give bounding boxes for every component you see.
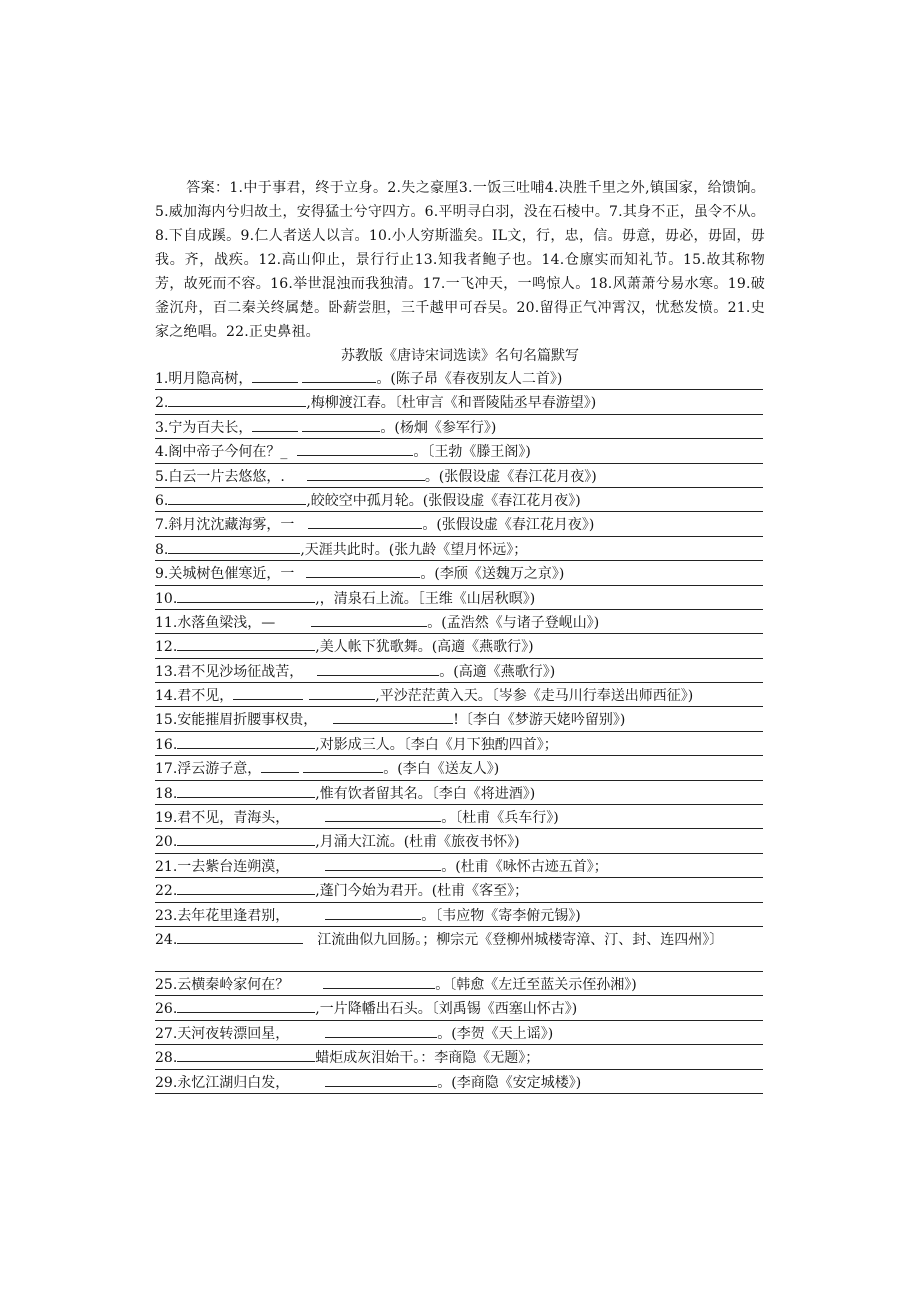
dictation-row	[155, 610, 763, 634]
source-text: 。(高適《燕歌行》)	[439, 663, 556, 680]
prompt-text: 7.斜月沈沈藏海雾，一	[155, 517, 295, 534]
source-text: ,蓬门今始为君开。(杜甫《客至》；	[315, 883, 529, 900]
answer-blank[interactable]	[303, 756, 383, 773]
source-text: 。〔杜甫《兵车行》)	[441, 810, 559, 827]
section-title: 苏教版《唐诗宋词选读》名句名篇默写	[341, 348, 579, 364]
prompt-text: 24.	[155, 931, 178, 948]
answer-blank[interactable]	[302, 366, 376, 383]
dictation-row	[155, 805, 763, 829]
prompt-text: 15.安能摧眉折腰事权贵，	[155, 712, 318, 729]
answer-blank[interactable]	[309, 683, 375, 700]
answer-blank[interactable]	[325, 903, 421, 920]
source-text: 。(陈子昂《春夜别友人二首》)	[376, 371, 563, 387]
prompt-text: 14.君不见，	[155, 688, 234, 705]
dictation-row	[155, 829, 763, 853]
dictation-row	[155, 1045, 763, 1069]
source-text: 。(李颀《送魏万之京》)	[420, 566, 565, 583]
prompt-text: 28.	[155, 1050, 178, 1067]
source-text: 。(张假设虚《春江花月夜》)	[424, 468, 597, 485]
prompt-text: 23.去年花里逢君别，	[155, 907, 290, 924]
source-text: 江流曲似九回肠。；柳宗元《登柳州城楼寄漳、汀、封、连四州》〕	[317, 931, 724, 948]
prompt-text: 18.	[155, 785, 178, 802]
prompt-text: 4.阁中帝子今何在？_	[155, 444, 288, 461]
prompt-text: 3.宁为百夫长，	[155, 419, 253, 436]
answer-blank[interactable]	[177, 1045, 315, 1062]
answer-blank[interactable]	[177, 927, 303, 944]
prompt-text: 26.	[155, 1001, 178, 1018]
prompt-text: 19.君不见，青海头，	[155, 810, 290, 827]
answer-blank[interactable]	[317, 659, 439, 676]
prompt-text: 1.明月隐高树，	[155, 371, 253, 387]
dictation-row	[155, 659, 763, 683]
source-text: 蜡炬成灰泪始干。：李商隐《无题》；	[315, 1050, 540, 1067]
source-text: ,皎皎空中孤月轮。(张假设虚《春江花月夜》)	[306, 492, 581, 509]
dictation-row	[155, 732, 763, 756]
prompt-text: 25.云横秦岭家何在？	[155, 976, 290, 993]
source-text: ,对影成三人。〔李白《月下独酌四首》；	[315, 736, 558, 753]
prompt-text: 6.	[155, 492, 169, 509]
source-text: 。(李白《送友人》)	[383, 761, 500, 778]
answer-blank[interactable]	[261, 756, 299, 773]
source-text: ,，清泉石上流。［王维《山居秋暝》)	[315, 590, 536, 607]
prompt-text: 16.	[155, 736, 178, 753]
source-text: ,天涯共此时。(张九龄《望月怀远》；	[300, 541, 528, 558]
source-text: ,一片降幡出石头。〔刘禹锡《西塞山怀古》)	[315, 1001, 578, 1018]
source-text: 。(张假设虚《春江花月夜》)	[422, 517, 595, 534]
dictation-row	[155, 439, 763, 463]
answer-blank[interactable]	[297, 439, 413, 456]
answer-blank[interactable]	[233, 683, 303, 700]
source-text: ,惟有饮者留其名。〔李白《将进酒》)	[315, 785, 536, 802]
answer-blank[interactable]	[307, 464, 425, 481]
dictation-row	[155, 972, 763, 996]
answer-blank[interactable]	[252, 415, 298, 432]
dictation-row	[155, 854, 763, 878]
answer-blank[interactable]	[177, 878, 315, 895]
source-text: 。(杨炯《参军行》)	[380, 419, 497, 436]
answer-paragraph	[155, 176, 765, 344]
dictation-row	[155, 488, 763, 512]
prompt-text: 2.	[155, 395, 169, 412]
dictation-row	[155, 927, 763, 972]
source-text: 。(杜甫《咏怀古迹五首》；	[441, 858, 608, 875]
prompt-text: 8.	[155, 541, 169, 558]
answer-blank[interactable]	[308, 512, 422, 529]
source-text: ,美人帐下犹歌舞。(高適《燕歌行》)	[315, 639, 534, 656]
prompt-text: 9.关城树色催寒近，一	[155, 566, 295, 583]
answer-blank[interactable]	[252, 366, 298, 383]
answer-blank[interactable]	[311, 610, 427, 627]
prompt-text: 10.	[155, 590, 178, 607]
answer-label: 答案：	[186, 180, 230, 196]
answer-blank[interactable]	[333, 707, 453, 724]
answer-text: 1.中于事君，终于立身。2.失之豪厘3.一饭三吐哺4.决胜千里之外,镇国家，给馈饷。5.威加海内兮归故土，安得猛士兮守四方。6.平明寻白羽，没在石棱中。7.其身不正，虽令不从。8.下自成蹊。9.仁人者送人以言。10.小人穷斯滥矣。IL文，行，忠，信。毋意，毋必，毋固，毋我。齐，战疾。12.高山仰止，景行行止13.知我者鲍子也。14.仓廪实而知礼节。15.故其称物芳，故死而不容。16.举世混浊而我独清。17.一飞冲天，一鸣惊人。18.风萧萧兮易水寒。19.破釜沉舟，百二秦关终属楚。卧薪尝胆，三千越甲可吞吴。20.留得正气冲霄汉，忧愁发愤。21.史家之绝唱。22.正史鼻祖。	[155, 180, 766, 340]
answer-blank[interactable]	[168, 390, 306, 407]
dictation-row	[155, 634, 763, 658]
prompt-text: 21.一去紫台连朔漠，	[155, 858, 290, 875]
answer-blank[interactable]	[325, 1021, 437, 1038]
dictation-list	[155, 366, 763, 1094]
dictation-row	[155, 878, 763, 902]
source-text: !〔李白《梦游天姥吟留别》)	[453, 712, 626, 729]
dictation-row	[155, 903, 763, 927]
prompt-text: 29.永忆江湖归白发，	[155, 1074, 290, 1091]
answer-blank[interactable]	[323, 972, 435, 989]
answer-blank[interactable]	[325, 1070, 437, 1087]
dictation-row	[155, 1021, 763, 1045]
dictation-row	[155, 561, 763, 585]
dictation-row	[155, 1070, 763, 1094]
answer-blank[interactable]	[177, 586, 315, 603]
source-text: ,平沙茫茫黄入天。〔岑参《走马川行奉送出师西征》)	[375, 688, 694, 705]
prompt-text: 5.白云一片去悠悠，.	[155, 468, 285, 485]
answer-blank[interactable]	[177, 996, 315, 1013]
source-text: ,梅柳渡江春。〔杜审言《和晋陵陆丞早春游望》)	[306, 395, 597, 412]
dictation-row	[155, 996, 763, 1020]
prompt-text: 11.水落鱼梁浅，—	[155, 614, 276, 631]
dictation-row	[155, 707, 763, 731]
source-text: 。(李商隐《安定城楼》)	[437, 1074, 582, 1091]
dictation-row	[155, 512, 763, 536]
answer-blank[interactable]	[177, 732, 315, 749]
dictation-row	[155, 366, 763, 390]
dictation-row	[155, 415, 763, 439]
prompt-text: 12.	[155, 639, 178, 656]
source-text: 。〔韦应物《寄李俯元锡》)	[421, 907, 581, 924]
source-text: ,月涌大江流。(杜甫《旅夜书怀》)	[315, 834, 520, 851]
source-text: 。(孟浩然《与诸子登岘山》)	[427, 614, 600, 631]
dictation-row	[155, 586, 763, 610]
dictation-row	[155, 683, 763, 707]
answer-blank[interactable]	[177, 781, 315, 798]
source-text: 。〔韩愈《左迁至蓝关示侄孙湘》)	[435, 976, 637, 993]
prompt-text: 13.君不见沙场征战苦，	[155, 663, 304, 680]
answer-blank[interactable]	[168, 537, 300, 554]
dictation-row	[155, 756, 763, 780]
answer-blank[interactable]	[325, 854, 441, 871]
answer-blank[interactable]	[306, 561, 420, 578]
source-text: 。〔王勃《滕王阁》)	[413, 444, 531, 461]
source-text: 。(李贺《天上谣》)	[437, 1025, 554, 1042]
prompt-text: 20.	[155, 834, 178, 851]
answer-blank[interactable]	[168, 488, 306, 505]
prompt-text: 17.浮云游子意，	[155, 761, 262, 778]
prompt-text: 27.天河夜转漂回星，	[155, 1025, 290, 1042]
dictation-row	[155, 464, 763, 488]
dictation-row	[155, 537, 763, 561]
answer-blank[interactable]	[177, 829, 315, 846]
answer-blank[interactable]	[177, 634, 315, 651]
dictation-row	[155, 390, 763, 414]
answer-blank[interactable]	[325, 805, 441, 822]
dictation-row	[155, 781, 763, 805]
answer-blank[interactable]	[302, 415, 380, 432]
prompt-text: 22.	[155, 883, 178, 900]
